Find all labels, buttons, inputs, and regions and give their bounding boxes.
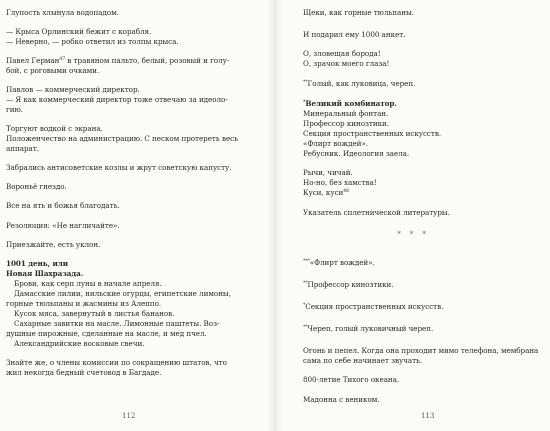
section-heading: Новая Шахразада.	[6, 269, 84, 278]
text-line: Секция пространственных искусств.	[303, 129, 442, 138]
text-fragment: Павел Герман	[6, 56, 60, 65]
text-line: Указатель сплетнической литературы.	[303, 208, 450, 217]
text-line: Положенчество на администрацию. С песком протереть весь	[6, 134, 238, 143]
text-line: Щеки, как горные тюльпаны.	[303, 8, 414, 17]
text-line: Но-но, без хамства!	[303, 178, 377, 187]
footnote-mark: **	[303, 325, 308, 330]
text-line: О, зрачок моего глаза!	[303, 59, 390, 68]
text-fragment: Секция пространственных искусств.	[305, 302, 444, 311]
text-line: горные тюльпаны и жасмины из Алеппо.	[6, 299, 162, 308]
text-line	[303, 302, 443, 311]
text-line: Вороньё гнездо.	[6, 182, 67, 191]
text-line: Минеральный фонтан.	[303, 109, 389, 118]
footnote-mark: ***	[303, 259, 310, 264]
text-line	[303, 258, 375, 267]
text-line: гию.	[6, 105, 23, 114]
footnote-mark: *	[303, 100, 306, 105]
page-number: 112	[122, 412, 136, 420]
text-line: Резолюция: «Не нагличайте».	[6, 221, 120, 230]
text-fragment: в травяном пальто, белый, розовый и голу-	[65, 56, 230, 65]
text-line: Дамасские лилии, нильские огурцы, египетские лимоны,	[14, 289, 231, 298]
section-heading: Великий комбинатор.	[305, 99, 397, 108]
page-number: 113	[421, 412, 435, 420]
footnote-mark: *	[303, 303, 306, 308]
right-page	[275, 0, 550, 431]
text-fragment: Куси, куси	[303, 188, 344, 197]
text-line: сама по себе начинает звучать.	[303, 356, 423, 365]
text-line: Брови, как серп луны в начале апреля.	[14, 279, 162, 288]
text-line: Рычи, чичай.	[303, 168, 353, 177]
text-line: Огонь и пепел. Когда она проходит мимо телефона, мембрана	[303, 346, 539, 355]
text-line: Глупость хлынула водопадом.	[6, 8, 119, 17]
text-line	[6, 56, 229, 65]
text-line: Павлов — коммерческий директор.	[6, 85, 140, 94]
text-fragment: Голый, как луковица, череп.	[307, 79, 416, 88]
text-line: Торгуют водкой с экрана.	[6, 124, 103, 133]
text-line: Александрийские восковые свечи.	[14, 339, 145, 348]
text-line: аппарат.	[6, 144, 39, 153]
text-line: — Я как коммерческий директор тоже отвечаю за идеоло-	[6, 95, 228, 104]
footnote-mark: 47	[59, 57, 66, 62]
text-line: бой, с роговыми очками.	[6, 66, 100, 75]
text-fragment: «Флирт вождей».	[309, 258, 375, 267]
text-line: душные пирожные, сделанные на масле, и мед пчел.	[6, 329, 207, 338]
text-line: Приезжайте, есть уклон.	[6, 240, 101, 249]
text-fragment: Профессор кинозтики.	[307, 280, 394, 289]
text-line: О, зловещая борода!	[303, 49, 381, 58]
text-line: «Флирт вождей».	[303, 139, 368, 148]
footnote-mark: **	[303, 80, 308, 85]
text-line: — Неверно, — робко ответил из толпы крыса.	[6, 37, 179, 46]
text-line	[303, 280, 394, 289]
text-fragment: Череп, голый луковичный череп.	[307, 324, 434, 333]
text-line: Кусок мяса, завернутый в листья бананов.	[14, 309, 175, 318]
section-heading: 1001 день, или	[6, 259, 69, 268]
text-line	[303, 324, 433, 333]
text-line: 800-летие Тихого океана.	[303, 375, 400, 384]
text-line: Профессор кинозтики.	[303, 119, 389, 128]
section-divider: * * *	[397, 230, 430, 239]
text-line: Забрались антисоветские козлы и жрут советскую капусту.	[6, 163, 232, 172]
text-line	[303, 99, 397, 108]
text-line: Мадонна с веником.	[303, 395, 380, 404]
text-line: — Крыса Орлинский бежит с корабля.	[6, 27, 152, 36]
text-line: Знайте же, о члены комиссии по сокращению штатов, что	[6, 358, 227, 367]
footnote-mark: 48	[343, 189, 349, 194]
text-line	[303, 188, 349, 197]
footnote-mark: **	[303, 281, 308, 286]
text-line: И подарил ему 1000 анкет.	[303, 30, 406, 39]
text-line	[303, 79, 415, 88]
text-line: жил некогда бедный счетовод в Багдаде.	[6, 368, 162, 377]
text-line: Ребусник. Идеология заела.	[303, 149, 410, 158]
text-line: Сахарные завитки на масле. Лимонные паштеты. Воз-	[14, 319, 220, 328]
text-line: Все на ять и божья благодать.	[6, 201, 120, 210]
